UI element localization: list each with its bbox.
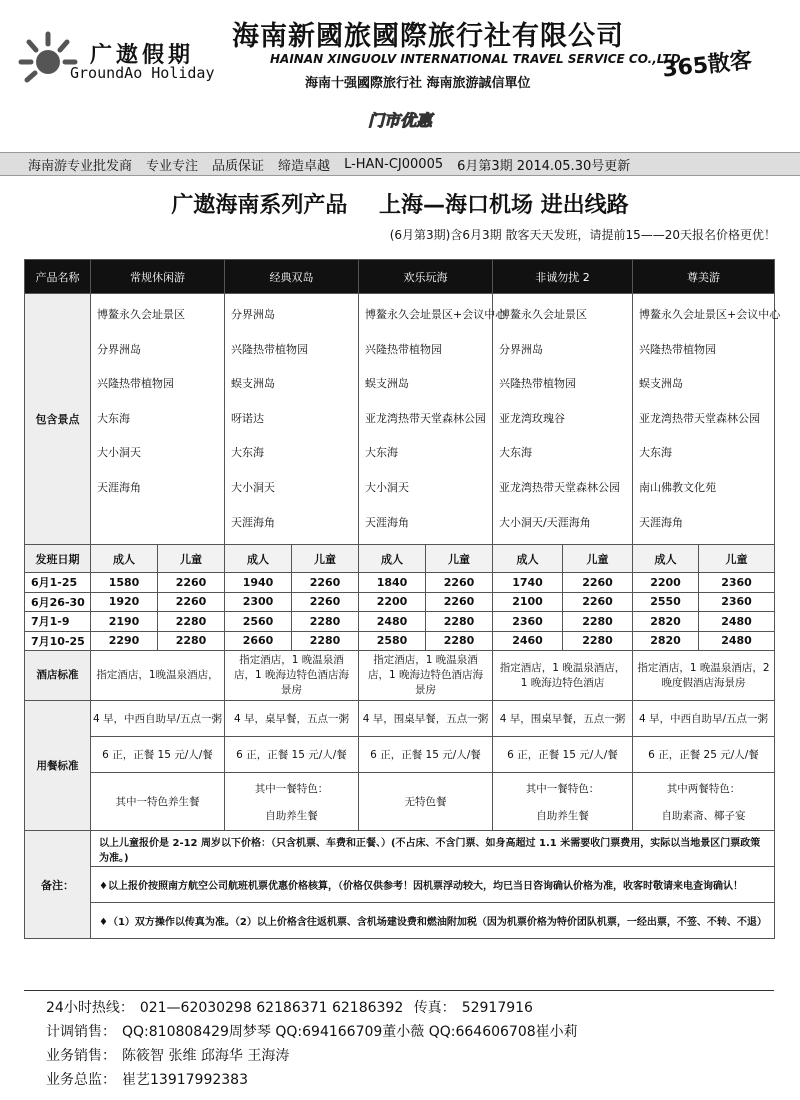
price-cell: 1740 <box>493 573 563 593</box>
spot-item: 分界洲岛 <box>499 342 543 356</box>
price-row <box>25 631 775 651</box>
spot-item: 南山佛教文化苑 <box>639 480 716 494</box>
company-name-en: HAINAN XINGUOLV INTERNATIONAL TRAVEL SERVICE CO.,LTD. <box>270 52 686 66</box>
price-cell: 2300 <box>225 592 292 612</box>
meal-special-line: 其中一特色养生餐 <box>115 796 200 809</box>
child-header: 儿童 <box>292 545 359 573</box>
price-cell: 2260 <box>292 573 359 593</box>
price-cell: 2260 <box>563 592 633 612</box>
spot-item: 博鳌永久会址景区+会议中心 <box>639 308 781 321</box>
spot-item: 兴隆热带植物园 <box>365 342 442 356</box>
child-header: 儿童 <box>158 545 225 573</box>
hotel-standard: 指定酒店，1 晚温泉酒店，1 晚海边特色酒店海景房 <box>359 651 493 701</box>
price-table <box>24 259 781 939</box>
header <box>0 0 800 150</box>
price-cell: 2260 <box>158 592 225 612</box>
price-cell: 2360 <box>493 612 563 632</box>
price-cell: 2460 <box>493 631 563 651</box>
price-cell: 2820 <box>633 631 699 651</box>
meal-label: 用餐标准 <box>25 701 91 831</box>
departure-date: 6月1-25 <box>25 573 91 593</box>
meal-special-line: 其中两餐特色： <box>666 782 741 795</box>
meal-special <box>91 773 225 831</box>
spot-item: 天涯海角 <box>231 515 275 529</box>
price-cell: 2820 <box>633 612 699 632</box>
biz-row <box>46 1044 584 1068</box>
meal-main: 6 正，正餐 15 元/人/餐 <box>359 737 493 773</box>
spot-list <box>225 294 359 545</box>
price-cell: 2580 <box>359 631 426 651</box>
departure-date: 7月10-25 <box>25 631 91 651</box>
product-name: 非诚勿扰 2 <box>493 260 633 294</box>
price-cell: 2480 <box>359 612 426 632</box>
price-cell: 2280 <box>158 631 225 651</box>
meal-special <box>225 773 359 831</box>
price-cell: 2550 <box>633 592 699 612</box>
meal-special-line: 自助养生餐 <box>536 809 589 822</box>
price-cell: 2280 <box>563 612 633 632</box>
notes-row <box>25 903 775 939</box>
price-cell: 2280 <box>563 631 633 651</box>
price-row <box>25 592 775 612</box>
tagline-item: 缔造卓越 <box>278 158 331 174</box>
meal-breakfast: 4 早，中西自助早/五点一粥 <box>91 701 225 737</box>
price-cell: 2560 <box>225 612 292 632</box>
price-cell: 1580 <box>91 573 158 593</box>
meal-special <box>359 773 493 831</box>
spot-item: 博鳌永久会址景区 <box>499 308 587 321</box>
logo-en: GroundAo Holiday <box>70 64 215 82</box>
product-name: 欢乐玩海 <box>359 260 493 294</box>
spot-item: 天涯海角 <box>639 515 683 529</box>
product-name: 经典双岛 <box>225 260 359 294</box>
brand-logo <box>10 18 230 98</box>
365-badge: 365散客 <box>661 48 754 83</box>
meal-special-line: 其中一餐特色： <box>525 782 600 795</box>
license-code: L-HAN-CJ00005 <box>344 156 444 172</box>
price-cell: 2260 <box>292 592 359 612</box>
sales-label: 计调销售： <box>46 1024 116 1040</box>
child-header: 儿童 <box>563 545 633 573</box>
biz-label: 业务销售： <box>46 1048 116 1064</box>
meal-breakfast: 4 早，中西自助早/五点一粥 <box>633 701 775 737</box>
meal-row <box>25 701 775 737</box>
sales-row <box>46 1020 584 1044</box>
spot-item: 亚龙湾热带天堂森林公园 <box>499 480 620 494</box>
hotel-standard: 指定酒店，1 晚温泉酒店，2 晚度假酒店海景房 <box>633 651 775 701</box>
price-cell: 2280 <box>426 612 493 632</box>
notes-label: 备注： <box>25 831 91 939</box>
chief-label: 业务总监： <box>46 1072 116 1088</box>
note-text: 以上儿童报价是 2-12 周岁以下价格：（只含机票、车费和正餐、）(不占床、不含门票、如身高超过 1.1 米需要收门票费用，实际以当地景区门票政策为准。) <box>91 831 775 867</box>
hotel-standard: 指定酒店，1 晚温泉酒店，1 晚海边特色酒店 <box>493 651 633 701</box>
departure-date: 6月26-30 <box>25 592 91 612</box>
price-cell: 2480 <box>699 631 775 651</box>
adult-header: 成人 <box>91 545 158 573</box>
price-cell: 2190 <box>91 612 158 632</box>
spot-item: 大东海 <box>231 446 264 460</box>
tagline-item: 专业专注 <box>146 158 199 174</box>
spot-item <box>97 506 218 541</box>
price-cell: 1940 <box>225 573 292 593</box>
biz-contacts: 陈筱智 张维 邱海华 王海涛 <box>122 1048 290 1064</box>
spot-item: 兴隆热带植物园 <box>97 377 174 391</box>
spot-item: 大小洞天 <box>97 446 141 460</box>
product-name: 常规休闲游 <box>91 260 225 294</box>
note-text: ♦以上报价按照南方航空公司航班机票优惠价格核算，（价格仅供参考！因机票浮动较大，均已当日咨询确认价格为准，收客时敬请来电查询确认！ <box>91 867 775 903</box>
spot-item: 天涯海角 <box>97 480 141 494</box>
departure-date: 7月1-9 <box>25 612 91 632</box>
product-header-row <box>25 260 775 294</box>
spot-item: 大东海 <box>639 446 672 460</box>
spot-item: 大东海 <box>365 446 398 460</box>
title-route: 上海—海口机场 进出线路 <box>379 193 629 218</box>
meal-breakfast: 4 早，桌早餐，五点一粥 <box>225 701 359 737</box>
spot-item: 亚龙湾玫瑰谷 <box>499 411 565 425</box>
sales-contacts: QQ:810808429周梦琴 QQ:694166709董小薇 QQ:664606708崔小莉 <box>122 1024 578 1040</box>
hotel-standard: 指定酒店，1晚温泉酒店， <box>91 651 225 701</box>
sun-logo-icon <box>18 28 78 88</box>
hotel-standard: 指定酒店，1 晚温泉酒店，1 晚海边特色酒店海景房 <box>225 651 359 701</box>
outlet-offer-label: 门市优惠 <box>367 111 432 130</box>
hotel-row <box>25 651 775 701</box>
fax-label: 传真： <box>413 1000 456 1016</box>
footer-divider <box>24 990 774 991</box>
contact-footer <box>46 996 584 1092</box>
price-cell: 2260 <box>158 573 225 593</box>
spot-item: 亚龙湾热带天堂森林公园 <box>365 411 486 425</box>
price-row <box>25 573 775 593</box>
hotel-label: 酒店标准 <box>25 651 91 701</box>
tagline-bar <box>0 152 800 176</box>
meal-special <box>633 773 775 831</box>
spot-list <box>493 294 633 545</box>
price-cell: 2360 <box>699 592 775 612</box>
logo-cn: 广遨假期 <box>90 43 195 68</box>
spot-item: 兴隆热带植物园 <box>231 342 308 356</box>
chief-row <box>46 1068 584 1092</box>
adult-header: 成人 <box>633 545 699 573</box>
price-cell: 2290 <box>91 631 158 651</box>
meal-breakfast: 4 早，围桌早餐，五点一粥 <box>493 701 633 737</box>
note-text: ♦（1）双方操作以传真为准。（2）以上价格含往返机票、含机场建设费和燃油附加税（因为机票价格为特价团队机票，一经出票，不签、不转、不退） <box>91 903 775 939</box>
price-cell: 2360 <box>699 573 775 593</box>
corner-label: 产品名称 <box>25 260 91 294</box>
product-name: 尊美游 <box>633 260 775 294</box>
spot-item: 蜈支洲岛 <box>365 377 409 391</box>
chief-contact: 崔艺13917992383 <box>122 1072 248 1088</box>
child-header: 儿童 <box>426 545 493 573</box>
meal-row <box>25 773 775 831</box>
spot-list <box>359 294 507 545</box>
price-cell: 1920 <box>91 592 158 612</box>
spot-item: 博鳌永久会址景区+会议中心 <box>365 308 507 321</box>
update-date: 6月第3期 2014.05.30号更新 <box>457 158 631 174</box>
meal-main: 6 正，正餐 25 元/人/餐 <box>633 737 775 773</box>
title-series: 广遨海南系列产品 <box>171 193 348 218</box>
child-header: 儿童 <box>699 545 775 573</box>
price-cell: 2260 <box>426 573 493 593</box>
date-label: 发班日期 <box>25 545 91 573</box>
price-cell: 2480 <box>699 612 775 632</box>
hotline-numbers: 021—62030298 62186371 62186392 <box>139 1000 404 1016</box>
hotline-label: 24小时热线： <box>46 1000 134 1016</box>
price-row <box>25 612 775 632</box>
meal-special-line: 自助素斋、椰子宴 <box>661 809 746 822</box>
price-cell: 2280 <box>426 631 493 651</box>
spot-item: 大小洞天 <box>231 480 275 494</box>
meal-breakfast: 4 早，围桌早餐，五点一粥 <box>359 701 493 737</box>
spot-item: 大东海 <box>97 411 130 425</box>
page-title <box>0 188 800 219</box>
spot-list <box>633 294 781 545</box>
notes-row <box>25 831 775 867</box>
price-cell: 1840 <box>359 573 426 593</box>
meal-special <box>493 773 633 831</box>
price-cell: 2200 <box>359 592 426 612</box>
spot-item: 大小洞天/天涯海角 <box>499 515 591 529</box>
price-cell: 2200 <box>633 573 699 593</box>
price-cell: 2660 <box>225 631 292 651</box>
company-subtitle: 海南十强國際旅行社 海南旅游誠信單位 <box>305 76 531 91</box>
spot-item: 呀诺达 <box>231 411 264 425</box>
meal-main: 6 正，正餐 15 元/人/餐 <box>493 737 633 773</box>
meal-main: 6 正，正餐 15 元/人/餐 <box>225 737 359 773</box>
spot-item: 蜈支洲岛 <box>639 377 683 391</box>
page-subtitle: (6月第3期)含6月3期 散客天天发班，请提前15——20天报名价格更优！ <box>389 228 776 242</box>
spot-item: 分界洲岛 <box>231 308 275 321</box>
price-cell: 2260 <box>426 592 493 612</box>
meal-main: 6 正，正餐 15 元/人/餐 <box>91 737 225 773</box>
spot-item: 博鳌永久会址景区 <box>97 308 185 321</box>
hotline-row <box>46 996 584 1020</box>
spots-label: 包含景点 <box>25 294 91 545</box>
meal-special-line: 自助养生餐 <box>265 809 318 822</box>
spot-item: 蜈支洲岛 <box>231 377 275 391</box>
price-cell: 2280 <box>292 612 359 632</box>
meal-special-line: 无特色餐 <box>404 796 447 809</box>
tagline-item: 海南游专业批发商 <box>28 158 133 174</box>
meal-special-line: 其中一餐特色： <box>254 782 329 795</box>
price-cell: 2260 <box>563 573 633 593</box>
spot-item: 亚龙湾热带天堂森林公园 <box>639 411 760 425</box>
price-cell: 2280 <box>292 631 359 651</box>
tagline-item: 品质保证 <box>212 158 265 174</box>
spots-row <box>25 294 775 545</box>
spot-item: 兴隆热带植物园 <box>499 377 576 391</box>
adult-header: 成人 <box>493 545 563 573</box>
price-cell: 2100 <box>493 592 563 612</box>
spot-item: 兴隆热带植物园 <box>639 342 716 356</box>
adult-header: 成人 <box>359 545 426 573</box>
spot-list <box>91 294 225 545</box>
spot-item: 大小洞天 <box>365 480 409 494</box>
meal-row <box>25 737 775 773</box>
spot-item: 天涯海角 <box>365 515 409 529</box>
fax-number: 52917916 <box>461 1000 533 1016</box>
price-cell: 2280 <box>158 612 225 632</box>
spot-item: 分界洲岛 <box>97 342 141 356</box>
spot-item: 大东海 <box>499 446 532 460</box>
notes-row <box>25 867 775 903</box>
company-name-cn: 海南新國旅國際旅行社有限公司 <box>232 21 624 52</box>
adult-header: 成人 <box>225 545 292 573</box>
date-header-row <box>25 545 775 573</box>
